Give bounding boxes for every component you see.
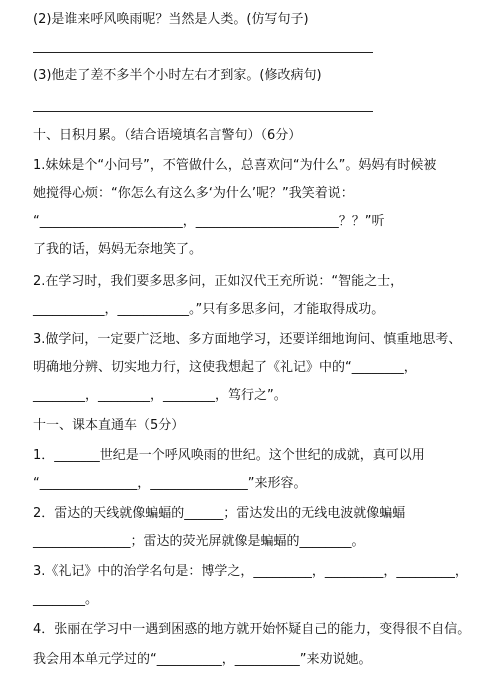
section-11-heading: 十一、课本直通车（5分） (33, 418, 185, 433)
q11-2-line-1[interactable]: 2．雷达的天线就像蝙蝠的______；雷达发出的无线电波就像蝙蝠 (33, 506, 406, 521)
q10-1-line-4: 了我的话，妈妈无奈地笑了。 (33, 242, 203, 257)
q11-3-line-2[interactable]: ________。 (33, 592, 99, 607)
q10-1-line-3[interactable]: “______________________，______________________？？”听 (33, 214, 385, 229)
answer-line-2[interactable] (33, 111, 373, 112)
q11-1-line-2[interactable]: “_______________，_______________”来形容。 (33, 476, 307, 491)
question-2-prompt: (2)是谁来呼风唤雨呢？当然是人类。(仿写句子) (33, 12, 309, 27)
q11-3-line-1[interactable]: 3.《礼记》中的治学名句是：博学之，_________，_________，_________， (33, 564, 468, 579)
q10-2-line-2[interactable]: ___________，___________。”只有多思多问，才能取得成功。 (33, 302, 385, 317)
section-10-heading: 十、日积月累。（结合语境填名言警句）（6分） (33, 128, 302, 143)
q11-2-line-2[interactable]: _______________；雷达的荧光屏就像是蝙蝠的________。 (33, 534, 365, 549)
q10-2-line-1: 2.在学习时，我们要多思多问，正如汉代王充所说：“智能之士， (33, 274, 404, 289)
answer-line-1[interactable] (33, 52, 373, 53)
q10-3-line-1: 3.做学问，一定要广泛地、多方面地学习，还要详细地询问、慎重地思考、 (33, 332, 462, 347)
q11-1-line-1[interactable]: 1．_______世纪是一个呼风唤雨的世纪。这个世纪的成就，真可以用 (33, 448, 425, 463)
q10-1-line-2: 她搅得心烦：“你怎么有这么多‘为什么’呢？”我笑着说： (33, 186, 354, 201)
q10-3-line-3[interactable]: ________，________，________，笃行之”。 (33, 388, 287, 403)
q10-1-line-1: 1.妹妹是个“小问号”，不管做什么，总喜欢问“为什么”。妈妈有时候被 (33, 158, 437, 173)
q11-4-line-2[interactable]: 我会用本单元学过的“__________，__________”来劝说她。 (33, 652, 372, 667)
q11-4-line-1: 4．张丽在学习中一遇到困惑的地方就开始怀疑自己的能力，变得很不自信。 (33, 622, 471, 637)
question-3-prompt: (3)他走了差不多半个小时左右才到家。(修改病句) (33, 68, 322, 83)
q10-3-line-2[interactable]: 明确地分辨、切实地力行，这使我想起了《礼记》中的“________， (33, 360, 417, 375)
